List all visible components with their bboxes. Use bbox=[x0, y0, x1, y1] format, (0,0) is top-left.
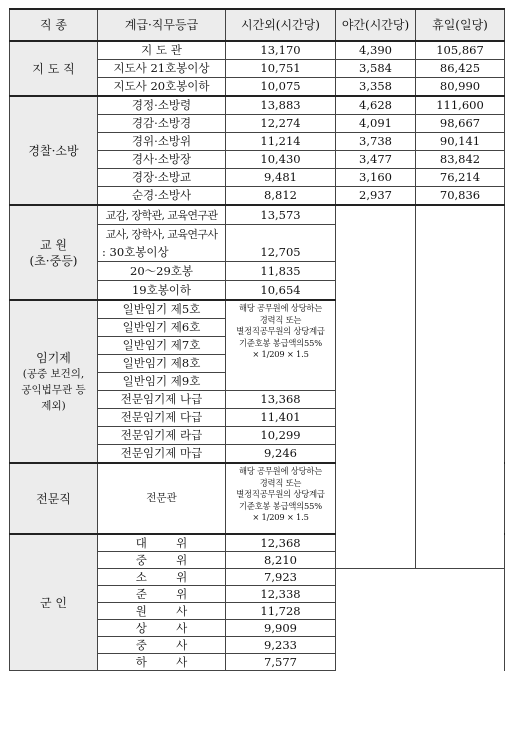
overtime-cell: 8,210 bbox=[226, 552, 336, 569]
grade-cell: 일반임기 제7호 bbox=[98, 337, 226, 355]
night-cell: 2,937 bbox=[336, 187, 416, 206]
category-teacher bbox=[10, 205, 98, 300]
note-line: 별정직공무원의 상당계급 bbox=[236, 326, 325, 336]
holiday-cell: 83,842 bbox=[416, 151, 505, 169]
note-line: 기준호봉 봉급액의55% bbox=[239, 337, 322, 348]
rank-char: 원 bbox=[135, 603, 147, 618]
grade-cell: 경장·소방교 bbox=[98, 169, 226, 187]
night-cell: 3,160 bbox=[336, 169, 416, 187]
table-row bbox=[10, 41, 505, 60]
category-jidojik: 지 도 직 bbox=[10, 41, 98, 96]
holiday-cell: 90,141 bbox=[416, 133, 505, 151]
rank-cell bbox=[98, 620, 226, 637]
rank-char: 사 bbox=[176, 603, 188, 618]
overtime-cell: 9,246 bbox=[226, 445, 336, 464]
grade-cell: 전문관 bbox=[98, 463, 226, 534]
grade-cell: 20～29호봉 bbox=[98, 262, 226, 281]
rank-char: 준 bbox=[135, 586, 147, 601]
overtime-cell: 8,812 bbox=[226, 187, 336, 206]
holiday-cell: 70,836 bbox=[416, 187, 505, 206]
overtime-cell: 12,705 bbox=[226, 243, 336, 262]
contract-note-cell bbox=[226, 300, 336, 391]
holiday-cell: 80,990 bbox=[416, 78, 505, 97]
rank-char: 위 bbox=[176, 569, 188, 584]
header-grade: 계급·직무등급 bbox=[98, 9, 226, 41]
grade-cell: 전문임기제 나급 bbox=[98, 391, 226, 409]
overtime-cell: 9,233 bbox=[226, 637, 336, 654]
header-job-type: 직 종 bbox=[10, 9, 98, 41]
grade-cell: 지 도 관 bbox=[98, 41, 226, 60]
category-specialist: 전문직 bbox=[10, 463, 98, 534]
rank-char: 중 bbox=[135, 637, 147, 652]
category-contract bbox=[10, 300, 98, 463]
note-line: × 1/209 × 1.5 bbox=[252, 349, 309, 359]
header-holiday: 휴일(일당) bbox=[416, 9, 505, 41]
header-overtime: 시간외(시간당) bbox=[226, 9, 336, 41]
allowance-table-container bbox=[9, 8, 504, 671]
grade-cell: 지도사 21호봉이상 bbox=[98, 60, 226, 78]
night-cell: 4,390 bbox=[336, 41, 416, 60]
overtime-cell: 10,430 bbox=[226, 151, 336, 169]
overtime-cell: 13,573 bbox=[226, 205, 336, 225]
table-row bbox=[10, 96, 505, 115]
rank-cell bbox=[98, 603, 226, 620]
rank-char: 사 bbox=[176, 620, 188, 635]
rank-cell bbox=[98, 586, 226, 603]
grade-cell: 교감, 장학관, 교육연구관 bbox=[98, 205, 226, 225]
note-line: 기준호봉 봉급액의55% bbox=[239, 500, 322, 511]
header-row bbox=[10, 9, 505, 41]
holiday-cell: 98,667 bbox=[416, 115, 505, 133]
overtime-cell bbox=[226, 225, 336, 244]
overtime-cell: 7,577 bbox=[226, 654, 336, 671]
holiday-cell: 105,867 bbox=[416, 41, 505, 60]
holiday-empty-cell bbox=[416, 205, 505, 569]
grade-cell: 경정·소방령 bbox=[98, 96, 226, 115]
note-line: 별정직공무원의 상당계급 bbox=[236, 489, 325, 499]
rank-char: 위 bbox=[176, 535, 188, 550]
overtime-cell: 12,338 bbox=[226, 586, 336, 603]
note-line: 해당 공무원에 상당하는 bbox=[238, 303, 323, 313]
grade-cell: 전문임기제 마급 bbox=[98, 445, 226, 464]
overtime-cell: 12,274 bbox=[226, 115, 336, 133]
allowance-table bbox=[9, 8, 505, 671]
category-contract-line1: 임기제 bbox=[36, 350, 71, 365]
grade-cell: 19호봉이하 bbox=[98, 281, 226, 301]
holiday-cell: 76,214 bbox=[416, 169, 505, 187]
overtime-cell: 9,481 bbox=[226, 169, 336, 187]
overtime-cell: 10,751 bbox=[226, 60, 336, 78]
grade-cell: 경감·소방경 bbox=[98, 115, 226, 133]
note-line: 경력직 또는 bbox=[259, 314, 302, 325]
night-empty-cell bbox=[336, 205, 416, 569]
night-cell: 3,738 bbox=[336, 133, 416, 151]
category-teacher-line2: (초·중등) bbox=[29, 253, 78, 268]
grade-cell: 일반임기 제9호 bbox=[98, 373, 226, 391]
overtime-cell: 10,075 bbox=[226, 78, 336, 97]
night-cell: 3,358 bbox=[336, 78, 416, 97]
overtime-cell: 12,368 bbox=[226, 534, 336, 552]
holiday-cell: 111,600 bbox=[416, 96, 505, 115]
rank-cell bbox=[98, 569, 226, 586]
night-cell: 4,091 bbox=[336, 115, 416, 133]
overtime-cell: 13,170 bbox=[226, 41, 336, 60]
rank-char: 소 bbox=[135, 569, 147, 584]
night-cell: 4,628 bbox=[336, 96, 416, 115]
overtime-cell: 10,654 bbox=[226, 281, 336, 301]
rank-char: 하 bbox=[135, 654, 147, 669]
note-line: 경력직 또는 bbox=[259, 477, 302, 488]
category-police-fire: 경찰·소방 bbox=[10, 96, 98, 205]
rank-char: 대 bbox=[135, 535, 147, 550]
grade-cell: 일반임기 제6호 bbox=[98, 319, 226, 337]
header-night: 야간(시간당) bbox=[336, 9, 416, 41]
category-teacher-line1: 교 원 bbox=[40, 237, 67, 252]
overtime-cell: 10,299 bbox=[226, 427, 336, 445]
rank-char: 위 bbox=[176, 552, 188, 567]
rank-char: 상 bbox=[135, 620, 147, 635]
grade-cell: 일반임기 제8호 bbox=[98, 355, 226, 373]
holiday-cell: 86,425 bbox=[416, 60, 505, 78]
overtime-cell: 7,923 bbox=[226, 569, 336, 586]
overtime-cell: 13,368 bbox=[226, 391, 336, 409]
category-contract-line2: (공중 보건의, bbox=[22, 367, 85, 380]
grade-cell: 일반임기 제5호 bbox=[98, 300, 226, 319]
night-cell: 3,584 bbox=[336, 60, 416, 78]
specialist-note-cell bbox=[226, 463, 336, 534]
overtime-cell: 9,909 bbox=[226, 620, 336, 637]
grade-cell: 경사·소방장 bbox=[98, 151, 226, 169]
category-military: 군 인 bbox=[10, 534, 98, 671]
grade-cell: 교사, 장학사, 교육연구사 bbox=[98, 225, 226, 244]
grade-cell: 지도사 20호봉이하 bbox=[98, 78, 226, 97]
grade-cell: 순경·소방사 bbox=[98, 187, 226, 206]
category-contract-line4: 제외) bbox=[41, 399, 66, 412]
rank-cell bbox=[98, 534, 226, 552]
rank-cell bbox=[98, 654, 226, 671]
grade-cell: 전문임기제 다급 bbox=[98, 409, 226, 427]
overtime-cell: 11,214 bbox=[226, 133, 336, 151]
overtime-cell: 11,835 bbox=[226, 262, 336, 281]
overtime-cell: 11,401 bbox=[226, 409, 336, 427]
table-row bbox=[10, 205, 505, 225]
rank-cell bbox=[98, 637, 226, 654]
grade-cell: : 30호봉이상 bbox=[98, 243, 226, 262]
overtime-cell: 13,883 bbox=[226, 96, 336, 115]
rank-cell bbox=[98, 552, 226, 569]
rank-char: 사 bbox=[176, 637, 188, 652]
grade-cell: 전문임기제 라급 bbox=[98, 427, 226, 445]
note-line: × 1/209 × 1.5 bbox=[252, 512, 309, 522]
grade-cell: 경위·소방위 bbox=[98, 133, 226, 151]
rank-char: 사 bbox=[176, 654, 188, 669]
note-line: 해당 공무원에 상당하는 bbox=[238, 466, 323, 476]
rank-char: 위 bbox=[176, 586, 188, 601]
rank-char: 중 bbox=[135, 552, 147, 567]
overtime-cell: 11,728 bbox=[226, 603, 336, 620]
night-cell: 3,477 bbox=[336, 151, 416, 169]
category-contract-line3: 공익법무관 등 bbox=[21, 383, 86, 396]
